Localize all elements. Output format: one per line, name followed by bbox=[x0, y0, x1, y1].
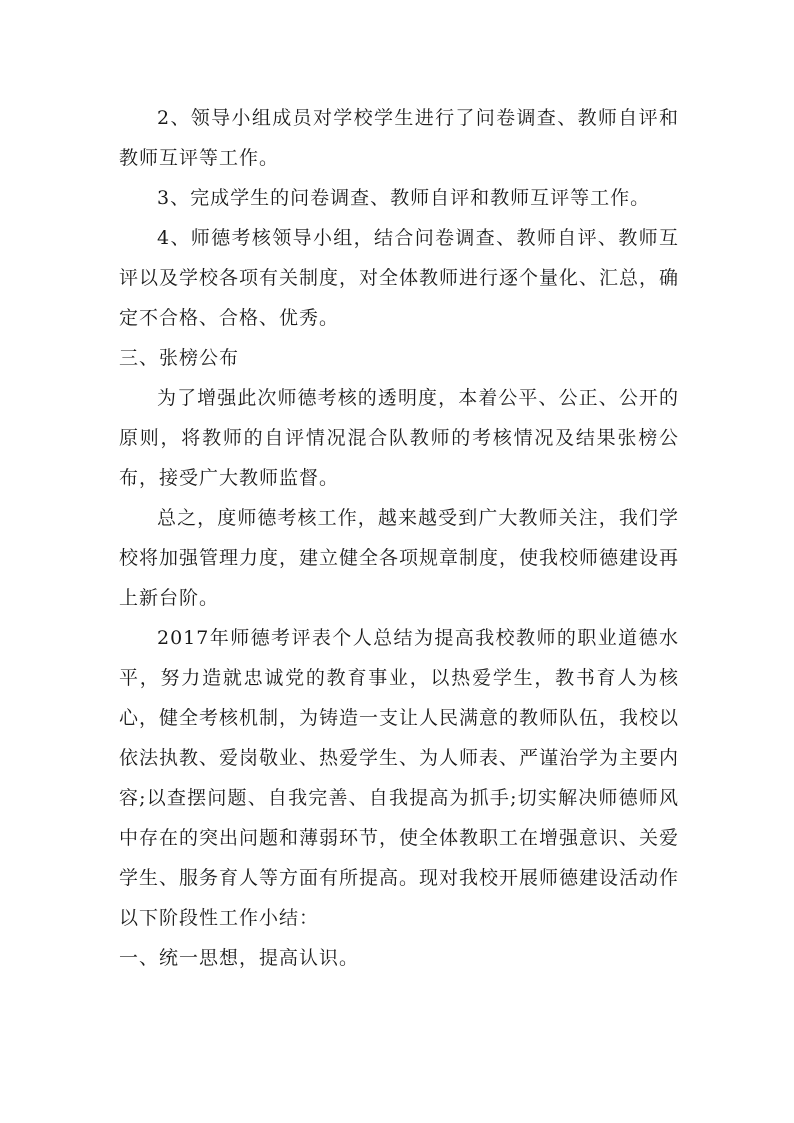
document-body bbox=[119, 98, 679, 978]
paragraph-item-3: 3、完成学生的问卷调查、教师自评和教师互评等工作。 bbox=[157, 187, 651, 209]
paragraph-item-4: 4、师德考核领导小组，结合问卷调查、教师自评、教师互评以及学校各项有关制度，对全体教师进行逐个量化、汇总，确定不合格、合格、优秀。 bbox=[119, 227, 680, 329]
paragraph-transparency: 为了增强此次师德考核的透明度，本着公平、公正、公开的原则，将教师的自评情况混合队教师的考核情况及结果张榜公布，接受广大教师监督。 bbox=[119, 387, 679, 489]
paragraph-conclusion: 总之，度师德考核工作，越来越受到广大教师关注，我们学校将加强管理力度，建立健全各项规章制度，使我校师德建设再上新台阶。 bbox=[119, 507, 680, 609]
paragraph-item-2: 2、领导小组成员对学校学生进行了问卷调查、教师自评和教师互评等工作。 bbox=[119, 107, 679, 169]
section-heading-unify: 一、统一思想，提高认识。 bbox=[119, 947, 360, 969]
section-heading-publish: 三、张榜公布 bbox=[119, 347, 240, 369]
paragraph-summary-2017: 2017年师德考评表个人总结为提高我校教师的职业道德水平，努力造就忠诚党的教育事业，以热爱学生，教书育人为核心，健全考核机制，为铸造一支让人民满意的教师队伍，我校以依法执教、爱岗敬业、热爱学生、为人师表、严谨治学为主要内容;以查摆问题、自我完善、自我提高为抓手;切实解决师德师风中存在的突出问题和薄弱环节，使全体教职工在增强意识、关爱学生、服务育人等方面有所提高。现对我校开展师德建设活动作以下阶段性工作小结： bbox=[119, 627, 680, 929]
